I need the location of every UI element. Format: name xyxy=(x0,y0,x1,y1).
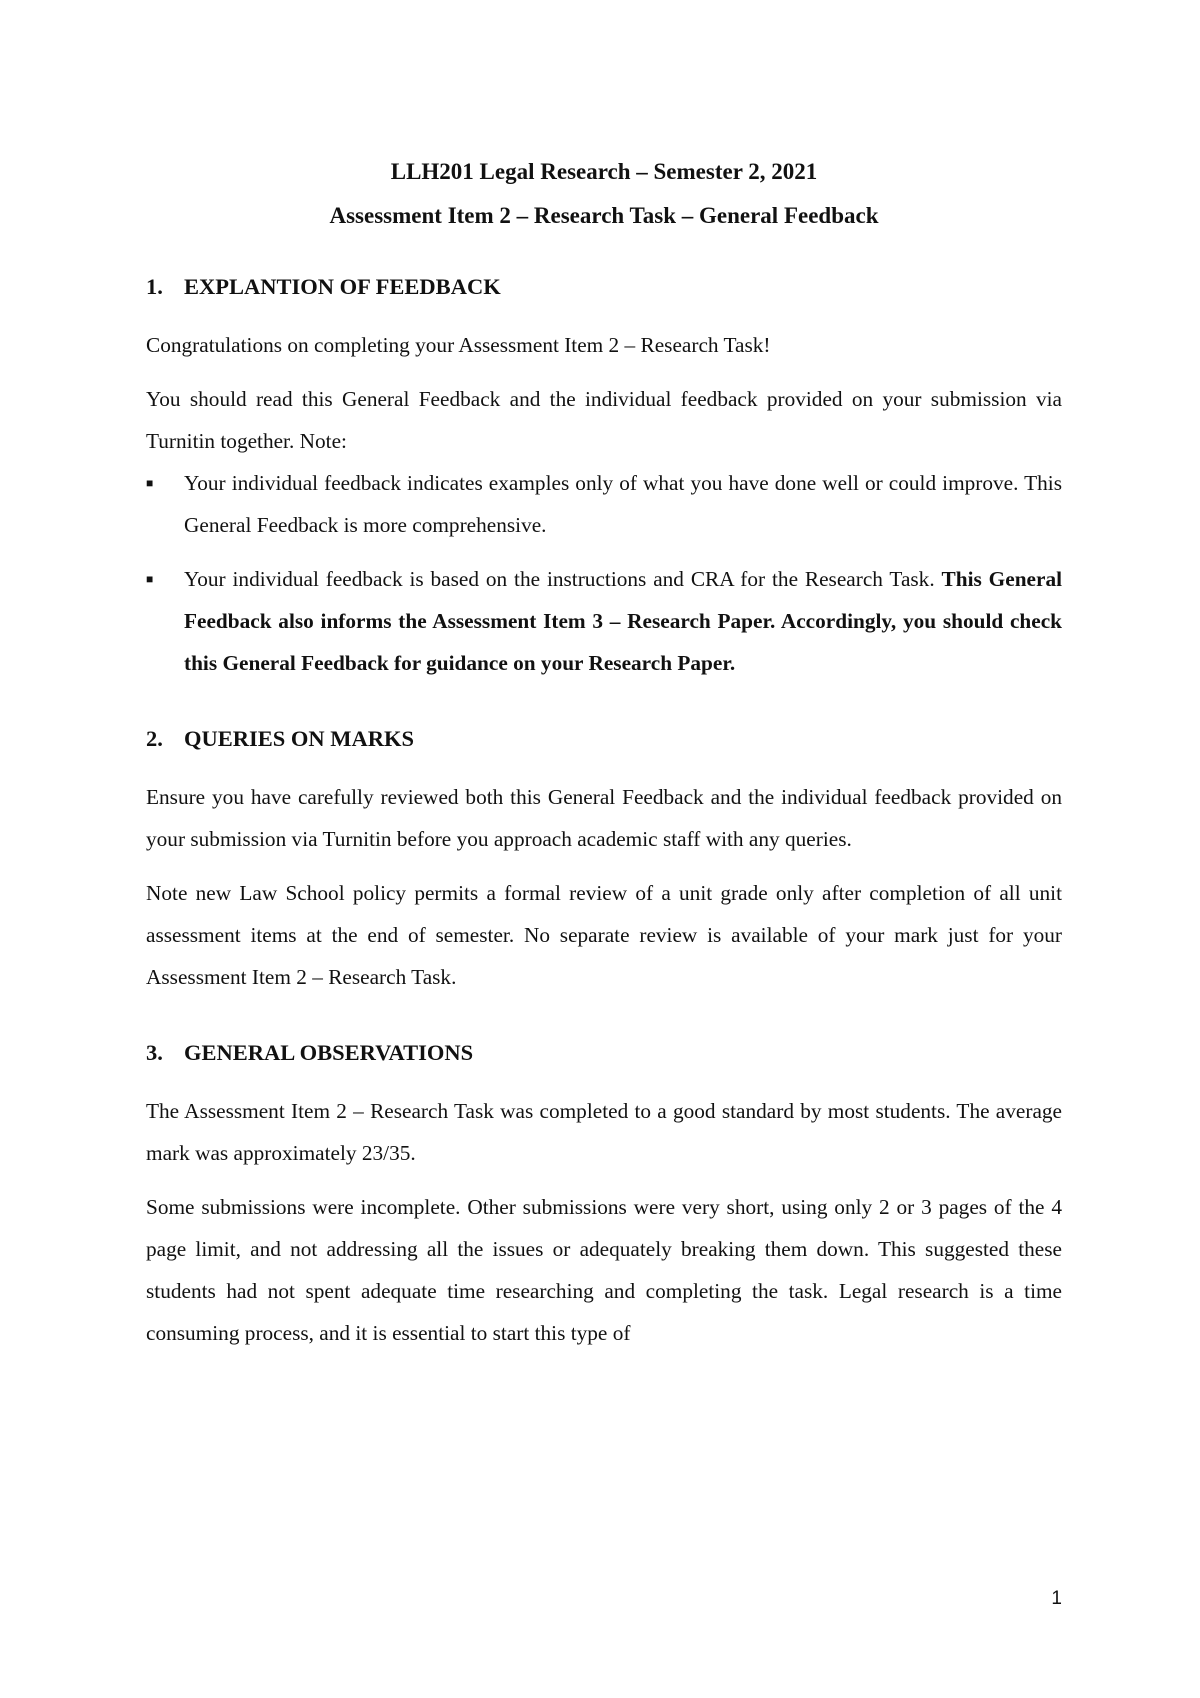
section-queries xyxy=(146,724,1062,998)
list-item xyxy=(146,558,1062,684)
page-number: 1 xyxy=(1051,1588,1062,1609)
section-number: 2. xyxy=(146,726,163,751)
section-title: QUERIES ON MARKS xyxy=(184,726,415,751)
section-heading xyxy=(146,1038,1062,1068)
paragraph: Congratulations on completing your Assessment Item 2 – Research Task! xyxy=(146,333,771,357)
section-number: 3. xyxy=(146,1040,163,1065)
section-heading xyxy=(146,724,1062,754)
section-general-observations xyxy=(146,1038,1062,1354)
paragraph: Note new Law School policy permits a formal review of a unit grade only after completion of all unit assessment items at the end of semester. No separate review is available of your mark just for your Assessment Item 2 – Research Task. xyxy=(146,881,1062,989)
square-bullet-icon: ■ xyxy=(146,572,154,586)
list-item xyxy=(146,462,1062,546)
list-item-text: Your individual feedback indicates examples only of what you have done well or could improve. This General Feedback is more comprehensive. xyxy=(184,471,1062,537)
document-title-line2: Assessment Item 2 – Research Task – General Feedback xyxy=(329,203,879,228)
document-title-line1: LLH201 Legal Research – Semester 2, 2021 xyxy=(390,159,818,184)
section-heading xyxy=(146,272,1062,302)
paragraph: Ensure you have carefully reviewed both this General Feedback and the individual feedback provided on your submission via Turnitin before you approach academic staff with any queries. xyxy=(146,785,1062,851)
section-number: 1. xyxy=(146,274,163,299)
paragraph: Some submissions were incomplete. Other submissions were very short, using only 2 or 3 pages of the 4 page limit, and not addressing all the issues or adequately breaking them down. This suggested these students had not spent adequate time researching and completing the task. Legal research is a time consuming process, and it is essential to start this type of xyxy=(146,1195,1062,1345)
bullet-list xyxy=(146,462,1062,684)
section-title: EXPLANTION OF FEEDBACK xyxy=(184,274,501,299)
square-bullet-icon: ■ xyxy=(146,476,154,490)
paragraph: The Assessment Item 2 – Research Task was completed to a good standard by most students. The average mark was approximately 23/35. xyxy=(146,1099,1062,1165)
paragraph: You should read this General Feedback and the individual feedback provided on your submission via Turnitin together. Note: xyxy=(146,387,1062,453)
section-explanation xyxy=(146,272,1062,684)
list-item-bold-text: This General Feedback also informs the Assessment Item 3 – Research Paper. Accordingly, you should check this General Feedback for guidance on your Research Paper. xyxy=(184,567,1063,675)
document-page xyxy=(146,150,1062,1366)
section-title: GENERAL OBSERVATIONS xyxy=(184,1040,474,1065)
list-item-text xyxy=(184,558,1062,684)
list-item-plain-text: Your individual feedback is based on the instructions and CRA for the Research Task. xyxy=(184,567,935,591)
